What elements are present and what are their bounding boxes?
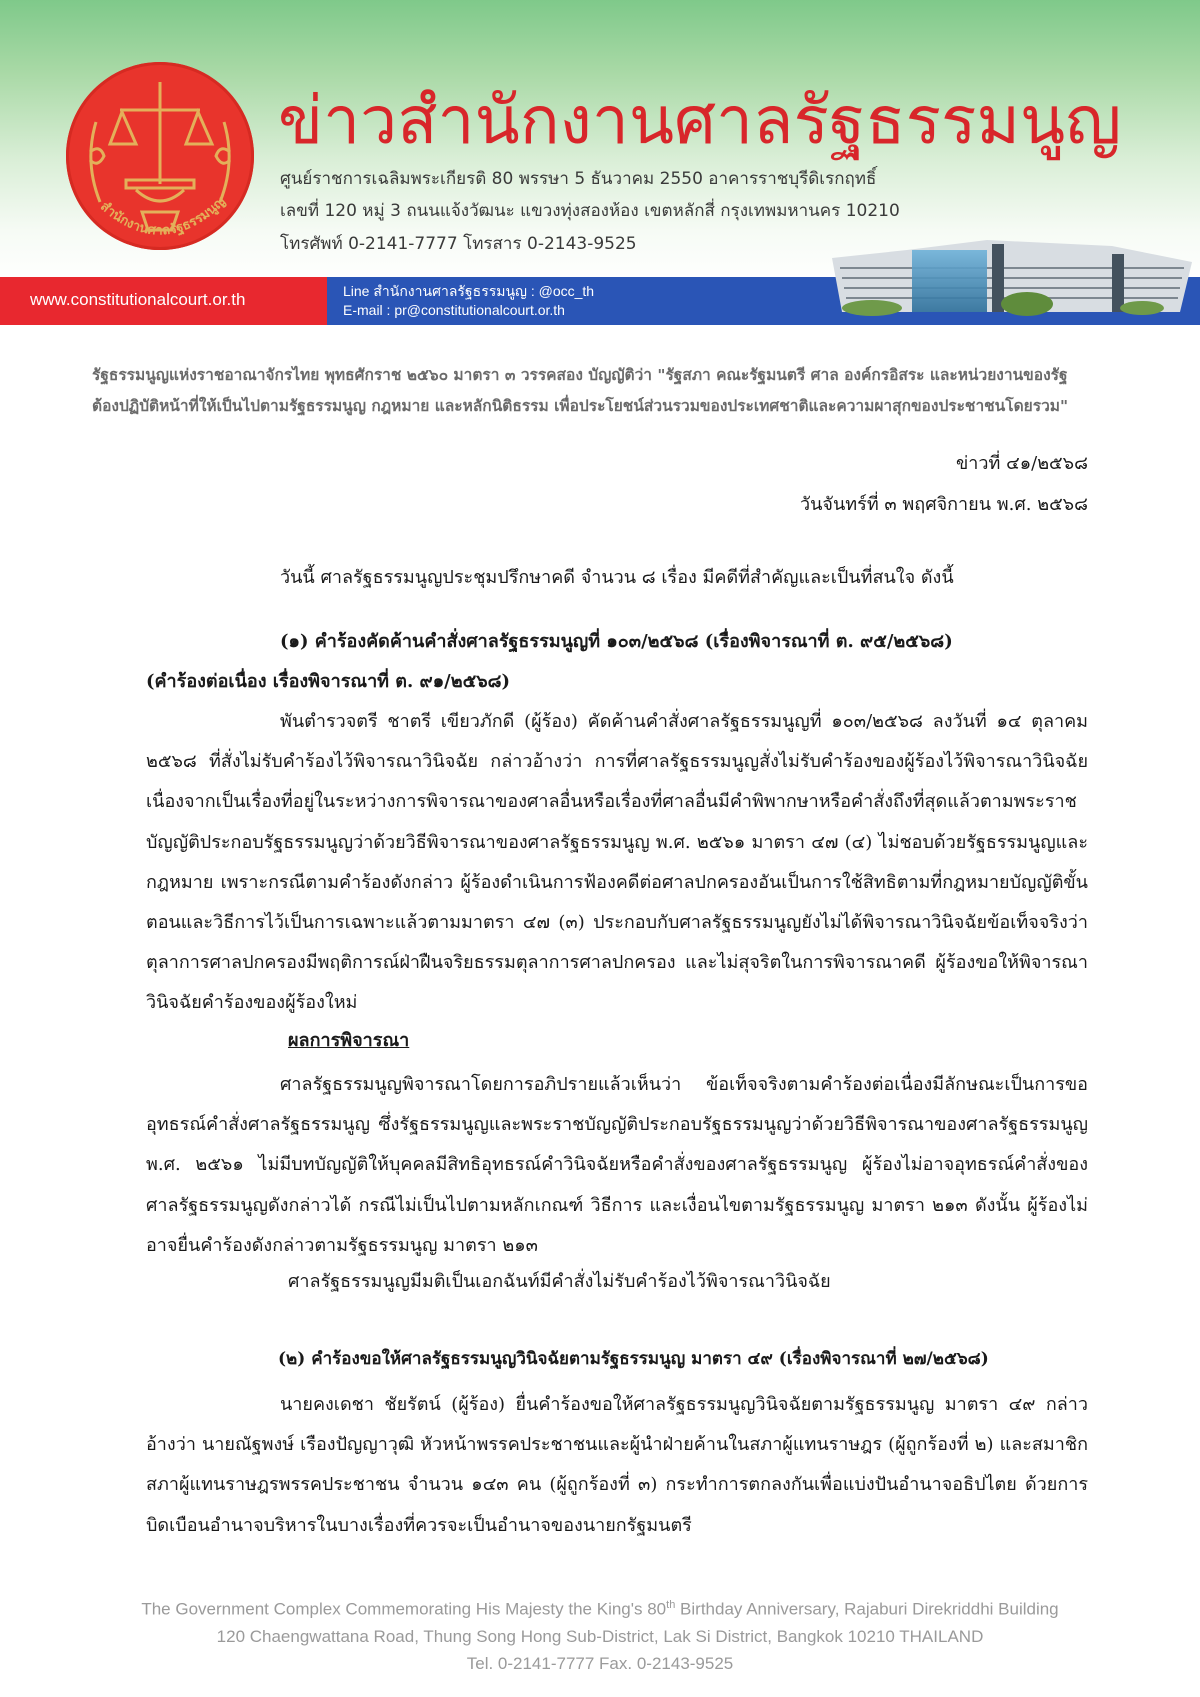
newsletter-title: ข่าวสำนักงานศาลรัฐธรรมนูญ: [278, 82, 1122, 159]
constitution-quote: [92, 360, 1142, 422]
case-1-heading-line-2: (คำร้องต่อเนื่อง เรื่องพิจารณาที่ ต. ๙๑/๒๕๖๘): [146, 671, 511, 693]
case-1-facts: [146, 702, 1088, 1024]
court-building-image: [812, 232, 1197, 316]
case-1-facts-text: พันตำรวจตรี ชาตรี เขียวภักดี (ผู้ร้อง) คัดค้านคำสั่งศาลรัฐธรรมนูญที่ ๑๐๓/๒๕๖๘ ลงวันที่ ๑๔ ตุลาคม ๒๕๖๘ ที่สั่งไม่รับคำร้องไว้พิจารณาวินิจฉัย กล่าวอ้างว่า การที่ศาลรัฐธรรมนูญสั่งไม่รับคำร้องของผู้ร้องไว้พิจารณาวินิจฉัยเนื่องจากเป็นเรื่องที่อยู่ในระหว่างการพิจารณาของศาลอื่นหรือเรื่องที่ศาลอื่นมีคำพิพากษาหรือคำสั่งถึงที่สุดแล้วตามพระราชบัญญัติประกอบรัฐธรรมนูญว่าด้วยวิธีพิจารณาของศาลรัฐธรรมนูญ พ.ศ. ๒๕๖๑ มาตรา ๔๗ (๔) ไม่ชอบด้วยรัฐธรรมนูญและกฎหมาย เพราะกรณีตามคำร้องดังกล่าว ผู้ร้องดำเนินการฟ้องคดีต่อศาลปกครองอันเป็นการใช้สิทธิตามที่กฎหมายบัญญัติขั้นตอนและวิธีการไว้เป็นการเฉพาะแล้วตามมาตรา ๔๗ (๓) ประกอบกับศาลรัฐธรรมนูญยังไม่ได้พิจารณาวินิจฉัยข้อเท็จจริงว่า ตุลาการศาลปกครองมีพฤติการณ์ฝ่าฝืนจริยธรรมตุลาการศาลปกครอง และไม่สุจริตในการพิจารณาคดี ผู้ร้องขอให้พิจารณาวินิจฉัยคำร้องของผู้ร้องใหม่: [146, 711, 1088, 1014]
case-1-result-heading: ผลการพิจารณา: [288, 1030, 410, 1051]
quote-line-1: รัฐธรรมนูญแห่งราชอาณาจักรไทย พุทธศักราช ๒๕๖๐ มาตรา ๓ วรรคสอง บัญญัติว่า "รัฐสภา คณะรัฐมนตรี ศาล องค์กรอิสระ และหน่วยงานของรัฐ: [92, 366, 1068, 384]
footer-line-1: The Government Complex Commemorating His Majesty the King's 80th Birthday Anniversary, Rajaburi Direkriddhi Building: [141, 1599, 1059, 1619]
address-line-2: เลขที่ 120 หมู่ 3 ถนนแจ้งวัฒนะ แขวงทุ่งสองห้อง เขตหลักสี่ กรุงเทพมหานคร 10210: [280, 201, 900, 221]
phone-fax-line: โทรศัพท์ 0-2141-7777 โทรสาร 0-2143-9525: [280, 234, 637, 254]
constitutional-court-seal-icon: [66, 62, 254, 250]
case-1-heading: [146, 622, 1088, 702]
case-2-facts-text: นายคงเดชา ชัยรัตน์ (ผู้ร้อง) ยื่นคำร้องขอให้ศาลรัฐธรรมนูญวินิจฉัยตามรัฐธรรมนูญ มาตรา ๔๙ กล่าวอ้างว่า นายณัฐพงษ์ เรืองปัญญาวุฒิ หัวหน้าพรรคประชาชนและผู้นำฝ่ายค้านในสภาผู้แทนราษฎร (ผู้ถูกร้องที่ ๒) และสมาชิกสภาผู้แทนราษฎรพรรคประชาชน จำนวน ๑๔๓ คน (ผู้ถูกร้องที่ ๓) กระทำการตกลงกันเพื่อแบ่งปันอำนาจอธิปไตย ด้วยการบิดเบือนอำนาจบริหารในบางเรื่องที่ควรจะเป็นอำนาจของนายกรัฐมนตรี: [146, 1394, 1088, 1536]
letterhead: [0, 0, 1200, 330]
svg-text:สำนักงานศาลรัฐธรรมนูญ: สำนักงานศาลรัฐธรรมนูญ: [97, 194, 229, 239]
footer-address: [0, 1592, 1200, 1677]
quote-line-2: ต้องปฏิบัติหน้าที่ให้เป็นไปตามรัฐธรรมนูญ กฎหมาย และหลักนิติธรรม เพื่อประโยชน์ส่วนรวมของประเทศชาติและความผาสุกของประชาชนโดยรวม": [92, 397, 1069, 415]
case-1-heading-line-1: (๑) คำร้องคัดค้านคำสั่งศาลรัฐธรรมนูญที่ ๑๐๓/๒๕๖๘ (เรื่องพิจารณาที่ ต. ๙๕/๒๕๖๘): [280, 631, 953, 652]
footer-line-2: 120 Chaengwattana Road, Thung Song Hong Sub-District, Lak Si District, Bangkok 10210 THAILAND: [216, 1626, 984, 1646]
case-2-facts: [146, 1385, 1088, 1546]
news-number: ข่าวที่ ๔๑/๒๕๖๘: [955, 453, 1088, 474]
case-1-result: [146, 1065, 1088, 1266]
email-contact[interactable]: E-mail : pr@constitutionalcourt.or.th: [343, 302, 565, 318]
news-intro: วันนี้ ศาลรัฐธรรมนูญประชุมปรึกษาคดี จำนวน ๘ เรื่อง มีคดีที่สำคัญและเป็นที่สนใจ ดังนี้: [280, 567, 954, 588]
case-1-ruling: ศาลรัฐธรรมนูญมีมติเป็นเอกฉันท์มีคำสั่งไม่รับคำร้องไว้พิจารณาวินิจฉัย: [288, 1271, 831, 1292]
line-contact: Line สำนักงานศาลรัฐธรรมนูญ : @occ_th: [343, 283, 595, 299]
case-2-heading: (๒) คำร้องขอให้ศาลรัฐธรรมนูญวินิจฉัยตามรัฐธรรมนูญ มาตรา ๔๙ (เรื่องพิจารณาที่ ๒๗/๒๕๖๘): [278, 1349, 989, 1369]
case-1-result-text: ศาลรัฐธรรมนูญพิจารณาโดยการอภิปรายแล้วเห็นว่า ข้อเท็จจริงตามคำร้องต่อเนื่องมีลักษณะเป็นการขออุทธรณ์คำสั่งศาลรัฐธรรมนูญ ซึ่งรัฐธรรมนูญและพระราชบัญญัติประกอบรัฐธรรมนูญว่าด้วยวิธีพิจารณาของศาลรัฐธรรมนูญ พ.ศ. ๒๕๖๑ ไม่มีบทบัญญัติให้บุคคลมีสิทธิอุทธรณ์คำวินิจฉัยหรือคำสั่งของศาลรัฐธรรมนูญ ผู้ร้องไม่อาจอุทธรณ์คำสั่งของศาลรัฐธรรมนูญดังกล่าวได้ กรณีไม่เป็นไปตามหลักเกณฑ์ วิธีการ และเงื่อนไขตามรัฐธรรมนูญ มาตรา ๒๑๓ ดังนั้น ผู้ร้องไม่อาจยื่นคำร้องดังกล่าวตามรัฐธรรมนูญ มาตรา ๒๑๓: [146, 1074, 1088, 1256]
address-line-1: ศูนย์ราชการเฉลิมพระเกียรติ 80 พรรษา 5 ธันวาคม 2550 อาคารราชบุรีดิเรกฤทธิ์: [280, 169, 877, 189]
website-link[interactable]: www.constitutionalcourt.or.th: [30, 290, 246, 309]
news-date: วันจันทร์ที่ ๓ พฤศจิกายน พ.ศ. ๒๕๖๘: [800, 494, 1088, 515]
footer-line-3: Tel. 0-2141-7777 Fax. 0-2143-9525: [466, 1653, 734, 1673]
